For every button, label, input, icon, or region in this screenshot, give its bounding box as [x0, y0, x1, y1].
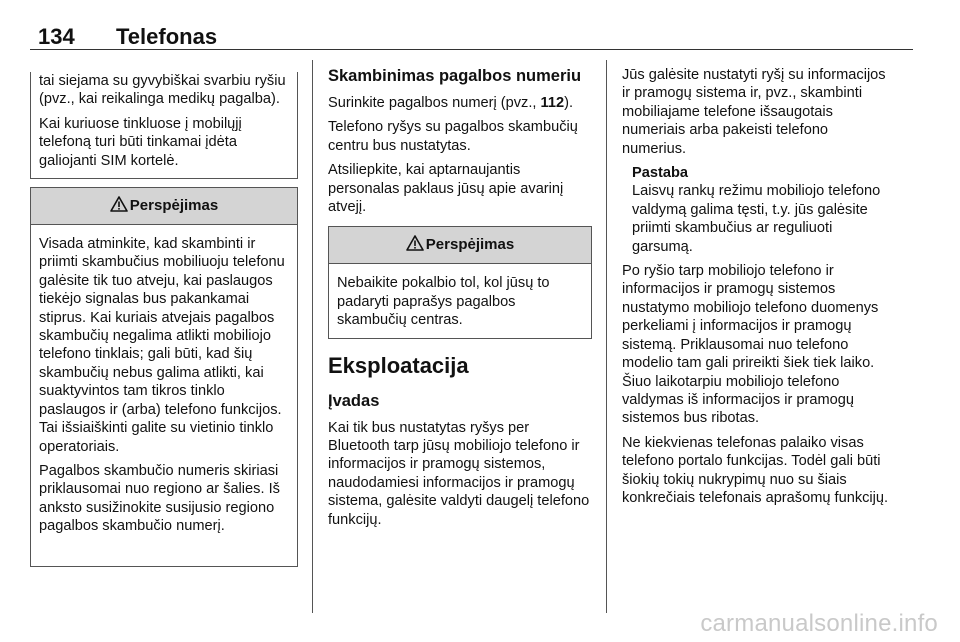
warning-title: Perspėjimas	[425, 236, 515, 254]
page-number: 134	[38, 24, 75, 49]
warning-box	[30, 187, 298, 567]
note	[622, 164, 890, 256]
section-title: Telefonas	[116, 24, 218, 49]
paragraph: Telefono ryšys su pagalbos skambučių centru bus nustatytas.	[328, 119, 578, 154]
column-3	[622, 66, 890, 513]
watermark: carmanualsonline.info	[700, 610, 938, 637]
warning-header	[329, 227, 591, 264]
warning-paragraph: Pagalbos skambučio numeris skiriasi priklausomai nuo regiono ar šalies. Iš anksto susižinokite susijusio regiono pagalbos skambučio numerį.	[39, 462, 280, 535]
header-rule	[30, 49, 913, 50]
text-span: ).	[564, 95, 573, 111]
section-heading: Eksploatacija	[328, 352, 469, 378]
subsection-heading: Skambinimas pagalbos numeriu	[328, 67, 582, 85]
emergency-number: 112	[540, 95, 565, 111]
warning-icon	[406, 235, 424, 251]
paragraph: Po ryšio tarp mobiliojo telefono ir informacijos ir pramogų sistemos nustatymo mobiliojo telefono duomenys perkeliami į informacijos ir pramogų sistemą. Priklausomai nuo telefono modelio tam gali prireikti šiek tiek laiko. Šiuo laikotarpiu mobiliojo telefono valdymas iš informacijos ir pramogų sistemos bus ribotas.	[622, 263, 879, 427]
note-text: Laisvų rankų režimu mobiliojo telefono valdymą galima tęsti, t.y. jūs galėsite priimti skambučius ar reguliuoti garsumą.	[632, 183, 881, 255]
warning-icon	[110, 196, 128, 212]
column-divider-1	[312, 60, 313, 613]
column-1	[30, 72, 298, 567]
paragraph: Kai kuriuose tinkluose į mobilųjį telefoną turi būti tinkamai įdėta galiojanti SIM kortelė.	[39, 115, 242, 169]
paragraph	[328, 94, 592, 112]
warning-paragraph: Nebaikite pokalbio tol, kol jūsų to padaryti paprašys pagalbos skambučių centras.	[337, 275, 550, 329]
paragraph: Ne kiekvienas telefonas palaiko visas telefono portalo funkcijas. Todėl gali būti šiokių tokių nukrypimų nuo su šiais konkrečiais telefonais aprašomų funkcijų.	[622, 434, 889, 506]
warning-box	[328, 226, 592, 338]
subsection-heading: Įvadas	[328, 391, 380, 410]
paragraph: Atsiliepkite, kai aptarnaujantis personalas paklaus jūsų apie avarinį atvejį.	[328, 162, 564, 216]
warning-header	[31, 188, 297, 225]
warning-title: Perspėjimas	[129, 197, 219, 215]
paragraph: Kai tik bus nustatytas ryšys per Bluetooth tarp jūsų mobiliojo telefono ir informacijos ir pramogų sistemos, naudodamiesi informacijos ir pramogų sistema, galėsite valdyti daugelį telefono funkcijų.	[328, 419, 590, 528]
page-header	[38, 24, 908, 50]
warning-body	[329, 264, 591, 337]
continued-text-box	[30, 72, 298, 179]
note-title: Pastaba	[632, 165, 688, 182]
column-2	[328, 66, 592, 535]
text-span: Surinkite pagalbos numerį (pvz.,	[328, 95, 541, 111]
paragraph: Jūs galėsite nustatyti ryšį su informacijos ir pramogų sistema ir, pvz., skambinti mobiliajame telefone išsaugotais numeriais arba pakeisti telefono numerius.	[622, 67, 886, 157]
warning-paragraph: Visada atminkite, kad skambinti ir priimti skambučius mobiliuoju telefonu galėsite tik tuo atveju, kai paslaugos tiekėjo signalas bus pakankamai stiprus. Kai kuriais atvejais pagalbos skambučių negalima atlikti mobiliojo telefono tinklais; gali būti, kad šių skambučių nebus galima atlikti, kai suaktyvintos tam tikros tinklo paslaugos ir (arba) telefono funkcijos. Tai išsiaiškinti galite su vietinio tinklo operatoriais.	[39, 236, 285, 455]
warning-body	[31, 225, 297, 548]
column-divider-2	[606, 60, 607, 613]
paragraph: tai siejama su gyvybiškai svarbiu ryšiu (pvz., kai reikalinga medikų pagalba).	[39, 73, 286, 108]
